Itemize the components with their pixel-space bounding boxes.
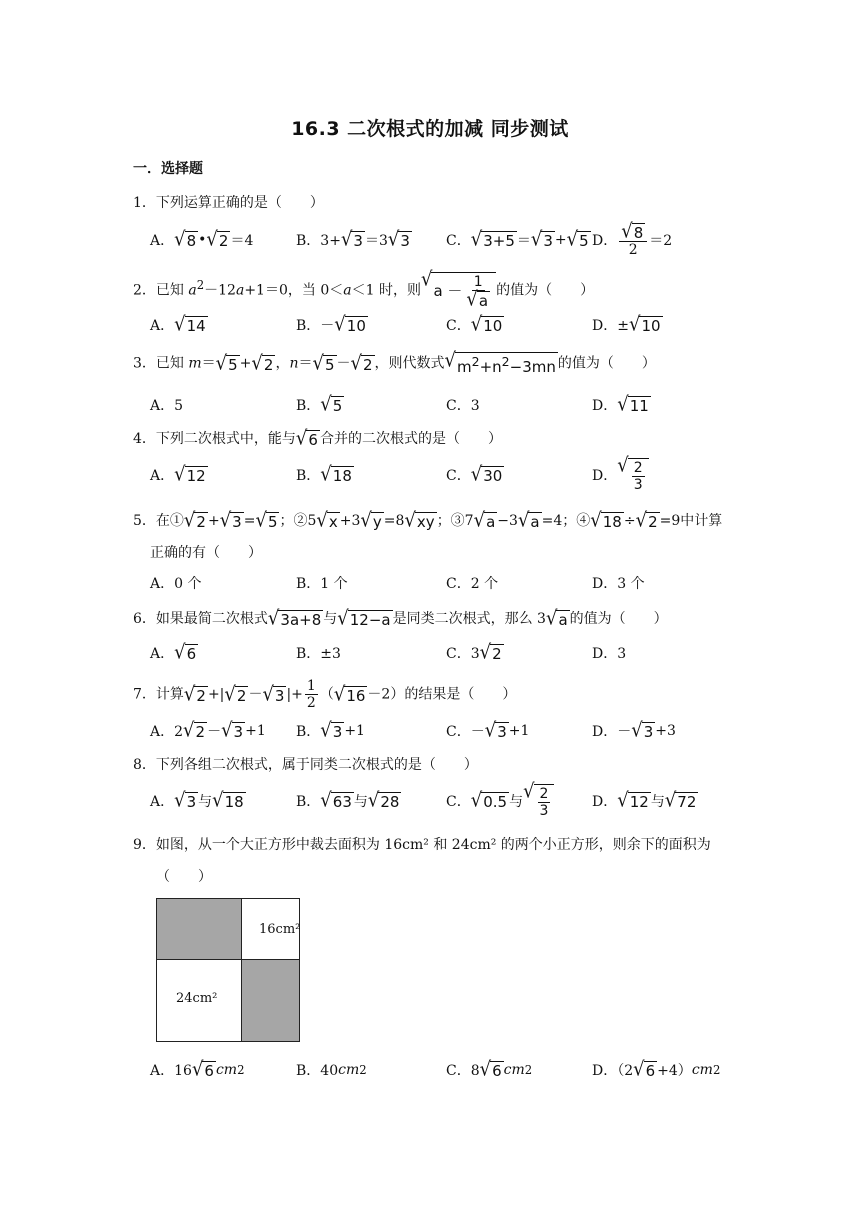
question-2-stem: 2．已知 $a^2-12a+1=0$，当 0＜a＜1 时，则 √ a － 1 √ a 的值为（ ） xyxy=(133,267,595,311)
option-b[interactable]: B．1 个 xyxy=(296,576,348,592)
label-24cm2: 24cm² xyxy=(176,991,218,1006)
option-c[interactable]: C．2 个 xyxy=(446,576,499,592)
option-d[interactable]: D． √ $\frac{2}{3}$ xyxy=(592,460,649,490)
option-c[interactable]: C． √ 0.5 与 √ $\frac{2}{3}$ xyxy=(446,786,554,816)
question-1-options xyxy=(150,219,750,258)
option-d[interactable]: D．－ √ 3 +3 xyxy=(592,718,676,742)
gray-square-top-left xyxy=(156,898,242,960)
question-9-figure xyxy=(156,898,300,1042)
option-d[interactable]: D．3 xyxy=(592,646,627,662)
option-b[interactable]: B．40 cm 2 xyxy=(296,1062,367,1079)
option-b[interactable]: B．－ √ 10 xyxy=(296,312,366,336)
option-a[interactable]: A． √ 8 • √ 2 ＝4 xyxy=(150,227,254,251)
label-16cm2: 16cm² xyxy=(259,922,301,937)
question-9-stem-line2: （ ） xyxy=(156,869,212,885)
question-4-stem: 4．下列二次根式中，能与 √ 6 合并的二次根式的是（ ） xyxy=(133,426,502,450)
option-c[interactable]: C．3 √ 2 xyxy=(446,640,502,664)
option-a[interactable]: A．16 √ 6 cm 2 xyxy=(150,1057,245,1081)
option-c[interactable]: C．－ √ 3 +1 xyxy=(446,718,530,742)
question-3-stem: 3．已知 m＝ √ 5 + √ 2 ，n＝ √ 5 － √ 2 ，则代数式 √ $m^2+n^2-3mn$ 的值为（ ） xyxy=(133,348,656,376)
option-d[interactable]: D． √ 8 2 ＝2 xyxy=(592,219,673,258)
question-8-options xyxy=(150,779,750,819)
option-a[interactable]: A．5 xyxy=(150,398,184,414)
option-b[interactable]: B． √ 3 +1 xyxy=(296,718,365,742)
question-1-stem: 1．下列运算正确的是（ ） xyxy=(133,195,324,211)
option-b[interactable]: B． √ 18 xyxy=(296,462,352,486)
option-b[interactable]: B．3+ √ 3 ＝3 √ 3 xyxy=(296,227,410,251)
option-d[interactable]: D． √ 12 与 √ 72 xyxy=(592,788,697,812)
option-a[interactable]: A．0 个 xyxy=(150,576,202,592)
question-8-stem: 8．下列各组二次根式，属于同类二次根式的是（ ） xyxy=(133,757,478,773)
question-9-options xyxy=(150,1055,750,1085)
question-5-options xyxy=(150,568,750,598)
option-a[interactable]: A．2 √ 2 － √ 3 +1 xyxy=(150,718,266,742)
option-a[interactable]: A． √ 12 xyxy=(150,462,206,486)
question-7-options xyxy=(150,716,750,746)
question-6-options xyxy=(150,638,750,668)
question-5-stem: 5．在① √ 2 + √ 3 = √ 5 ；②5 √ x +3 √ y =8 √ xy ；③7 √ a −3 √ a =4；④ √ 18 ÷ √ 2 =9中计算 xyxy=(133,508,723,532)
question-3-options xyxy=(150,390,750,420)
option-b[interactable]: B．±3 xyxy=(296,646,341,662)
option-a[interactable]: A． √ 3 与 √ 18 xyxy=(150,788,244,812)
option-c[interactable]: C．3 xyxy=(446,398,480,414)
option-b[interactable]: B． √ 63 与 √ 28 xyxy=(296,788,400,812)
page-title: 16.3 二次根式的加减 同步测试 xyxy=(291,118,569,140)
question-6-stem: 6．如果最简二次根式 √ 3a+8 与 √ 12−a 是同类二次根式，那么 3 √ a 的值为（ ） xyxy=(133,606,668,630)
option-c[interactable]: C．8 √ 6 cm 2 xyxy=(446,1057,533,1081)
question-2-options xyxy=(150,310,750,340)
option-b[interactable]: B． √ 5 xyxy=(296,392,343,416)
question-9-stem: 9．如图，从一个大正方形中裁去面积为 16cm² 和 24cm² 的两个小正方形，则余下的面积为 xyxy=(133,837,711,853)
option-c[interactable]: C． √ 3+5 ＝ √ 3 + √ 5 xyxy=(446,227,589,251)
option-c[interactable]: C． √ 30 xyxy=(446,462,503,486)
option-d[interactable]: D． √ 11 xyxy=(592,392,649,416)
option-c[interactable]: C． √ 10 xyxy=(446,312,503,336)
option-a[interactable]: A． √ 14 xyxy=(150,312,206,336)
option-d[interactable]: D．（2 √ 6 +4） cm 2 xyxy=(592,1057,721,1081)
question-5-stem-line2: 正确的有（ ） xyxy=(150,545,262,561)
section-heading: 一．选择题 xyxy=(133,161,203,177)
question-4-options xyxy=(150,453,750,493)
option-a[interactable]: A． √ 6 xyxy=(150,640,197,664)
gray-square-bottom-right xyxy=(241,959,300,1042)
option-d[interactable]: D．3 个 xyxy=(592,576,645,592)
option-d[interactable]: D．± √ 10 xyxy=(592,312,661,336)
question-7-stem: 7．计算 √ 2 +| √ 2 － √ 3 |+ $\frac{1}{2}$ （ √ 16 －2）的结果是（ ） xyxy=(133,678,517,711)
